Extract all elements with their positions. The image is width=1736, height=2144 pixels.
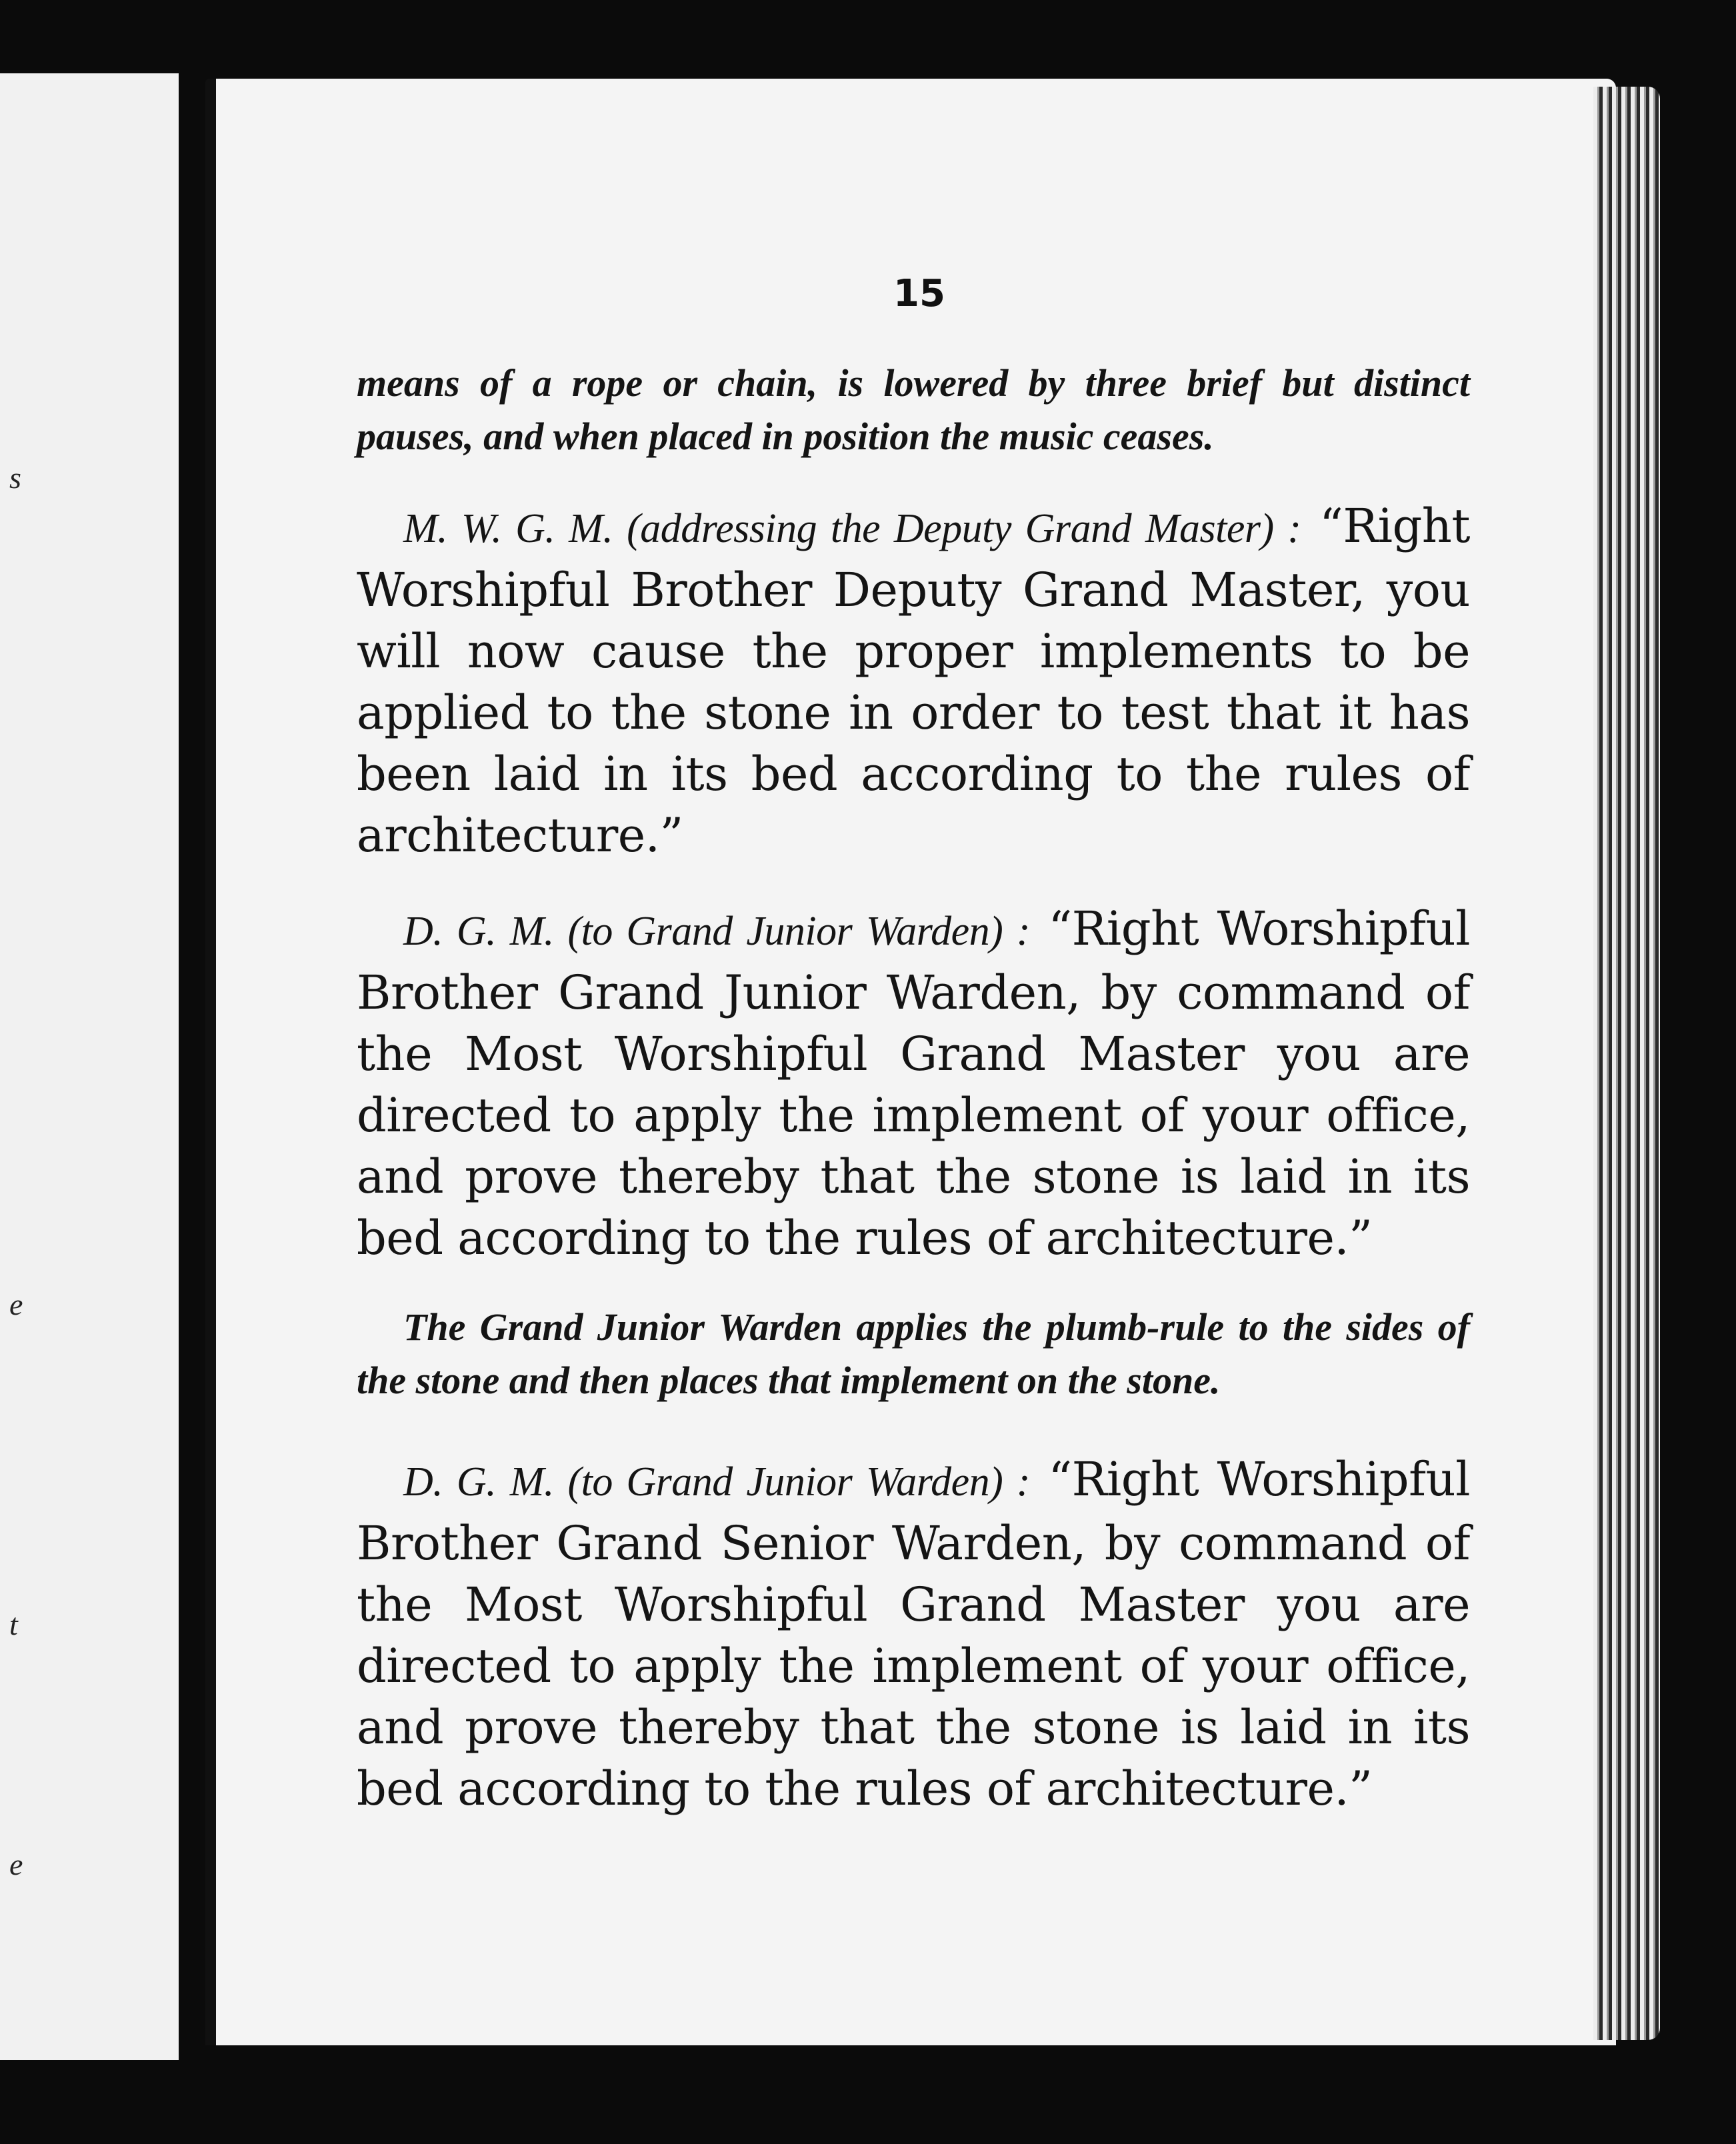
facing-page-mark: t <box>9 1607 18 1641</box>
speech-paragraph <box>357 1449 1470 1819</box>
speech-text: “Right Worshipful Brother Grand Junior Warden, by command of the Most Worshipful Grand Master you are directed to apply the implement of your office, and prove thereby that the stone is laid in its bed according to the rules of architecture.” <box>357 901 1470 1265</box>
rubric-paragraph: means of a rope or chain, is lowered by three brief but distinct pauses, and when placed in position the music ceases. <box>357 361 1470 458</box>
rubric-paragraph: The Grand Junior Warden applies the plumb-rule to the sides of the stone and then places that implement on the stone. <box>357 1305 1470 1402</box>
facing-page-edge <box>0 73 179 2060</box>
speech-text: “Right Worshipful Brother Grand Senior Warden, by command of the Most Worshipful Grand Master you are directed to apply the implement of your office, and prove thereby that the stone is laid in its bed according to the rules of architecture.” <box>357 1452 1470 1816</box>
speech-text: “Right Worshipful Brother Deputy Grand Master, you will now cause the proper implements to be applied to the stone in order to test that it has been laid in its bed according to the rules of architecture.” <box>357 499 1470 863</box>
page-number: 15 <box>893 272 945 315</box>
facing-page-mark: s <box>9 461 21 495</box>
page-body <box>357 357 1470 1819</box>
speaker-label: M. W. G. M. (addressing the Deputy Grand Master) : <box>403 506 1301 551</box>
facing-page-mark: e <box>9 1287 23 1321</box>
speech-paragraph <box>357 898 1470 1269</box>
speaker-label: D. G. M. (to Grand Junior Warden) : <box>403 909 1031 954</box>
speaker-label: D. G. M. (to Grand Junior Warden) : <box>403 1459 1031 1505</box>
speech-paragraph <box>357 495 1470 866</box>
facing-page-mark: e <box>9 1847 23 1881</box>
page-stack-edge <box>1593 87 1660 2040</box>
